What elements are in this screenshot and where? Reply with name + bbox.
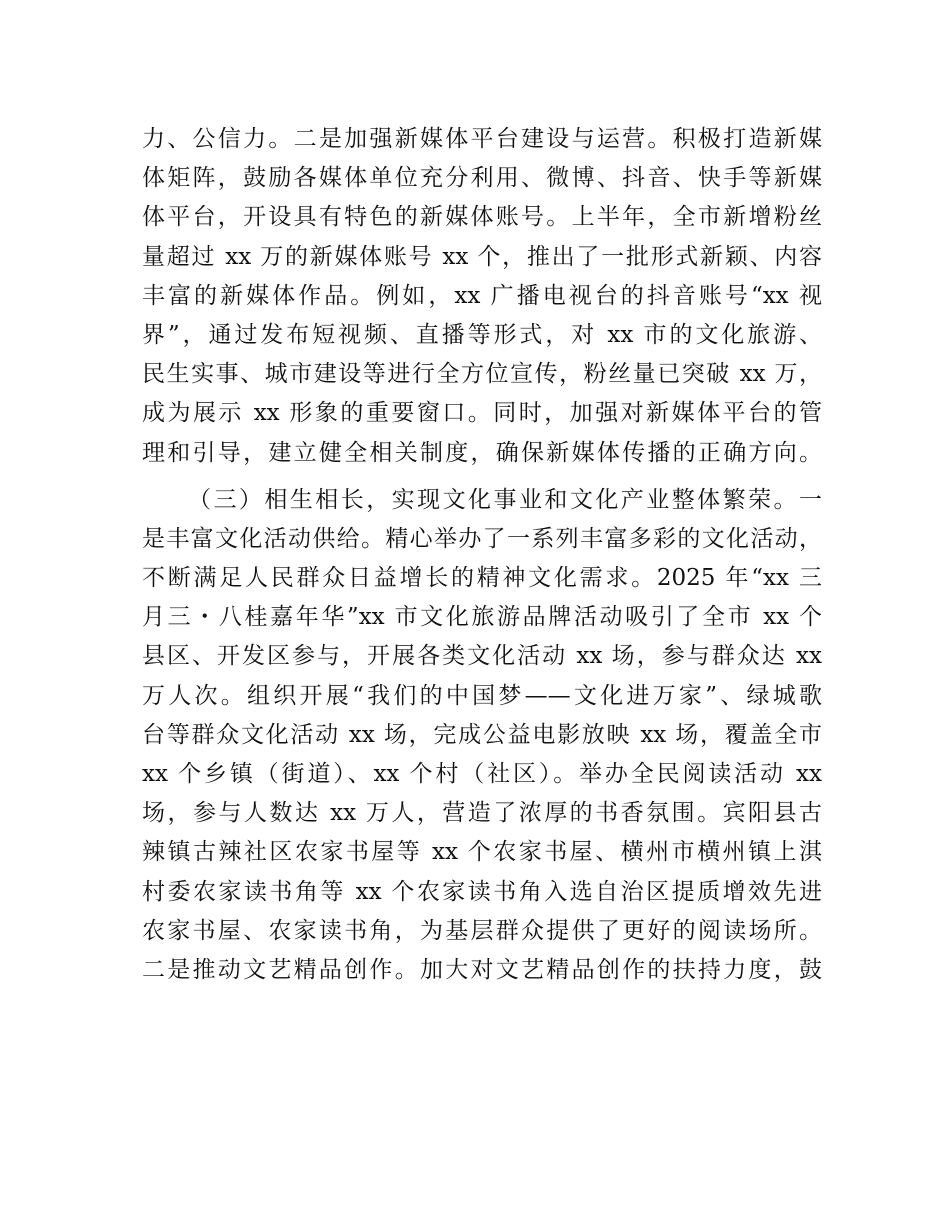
document-body: [142, 120, 822, 990]
text-line: 县区、开发区参与，开展各类文化活动 xx 场，参与群众达 xx: [142, 643, 822, 670]
text-line: 丰富的新媒体作品。例如，xx 广播电视台的抖音账号“xx 视: [142, 282, 822, 309]
text-line: 力、公信力。二是加强新媒体平台建设与运营。积极打造新媒: [142, 126, 822, 152]
text-line: 成为展示 xx 形象的重要窗口。同时，加强对新媒体平台的管: [142, 400, 822, 427]
text-line: 是丰富文化活动供给。精心举办了一系列丰富多彩的文化活动，: [142, 525, 822, 552]
text-line: 不断满足人民群众日益增长的精神文化需求。2025 年“xx 三: [142, 565, 822, 592]
text-line: 体矩阵，鼓励各媒体单位充分利用、微博、抖音、快手等新媒: [142, 165, 822, 192]
text-line: 理和引导，建立健全相关制度，确保新媒体传播的正确方向。: [142, 439, 822, 466]
text-line: 月三・八桂嘉年华”xx 市文化旅游品牌活动吸引了全市 xx 个: [142, 604, 822, 631]
paragraph-spacer: [142, 473, 822, 481]
text-line: 万人次。组织开展“我们的中国梦——文化进万家”、绿城歌: [142, 682, 822, 709]
text-line: 农家书屋、农家读书角，为基层群众提供了更好的阅读场所。: [142, 917, 822, 944]
text-line: 界”，通过发布短视频、直播等形式，对 xx 市的文化旅游、: [142, 321, 822, 348]
paragraph-new-media: [142, 120, 822, 473]
text-line: 场，参与人数达 xx 万人，营造了浓厚的书香氛围。宾阳县古: [142, 800, 822, 827]
text-line: 村委农家读书角等 xx 个农家读书角入选自治区提质增效先进: [142, 878, 822, 905]
text-line: 民生实事、城市建设等进行全方位宣传，粉丝量已突破 xx 万，: [142, 361, 822, 388]
paragraph-cultural-prosperity: [142, 481, 822, 990]
text-line: 辣镇古辣社区农家书屋等 xx 个农家书屋、横州市横州镇上淇: [142, 839, 822, 866]
text-line: xx 个乡镇（街道）、xx 个村（社区）。举办全民阅读活动 xx: [142, 761, 822, 787]
text-line: 台等群众文化活动 xx 场，完成公益电影放映 xx 场，覆盖全市: [142, 721, 822, 748]
text-line: 二是推动文艺精品创作。加大对文艺精品创作的扶持力度，鼓: [142, 956, 822, 983]
text-line: 体平台，开设具有特色的新媒体账号。上半年，全市新增粉丝: [142, 204, 822, 231]
section-heading-line: （三）相生相长，实现文化事业和文化产业整体繁荣。一: [188, 486, 822, 513]
text-line: 量超过 xx 万的新媒体账号 xx 个，推出了一批形式新颖、内容: [142, 243, 822, 270]
